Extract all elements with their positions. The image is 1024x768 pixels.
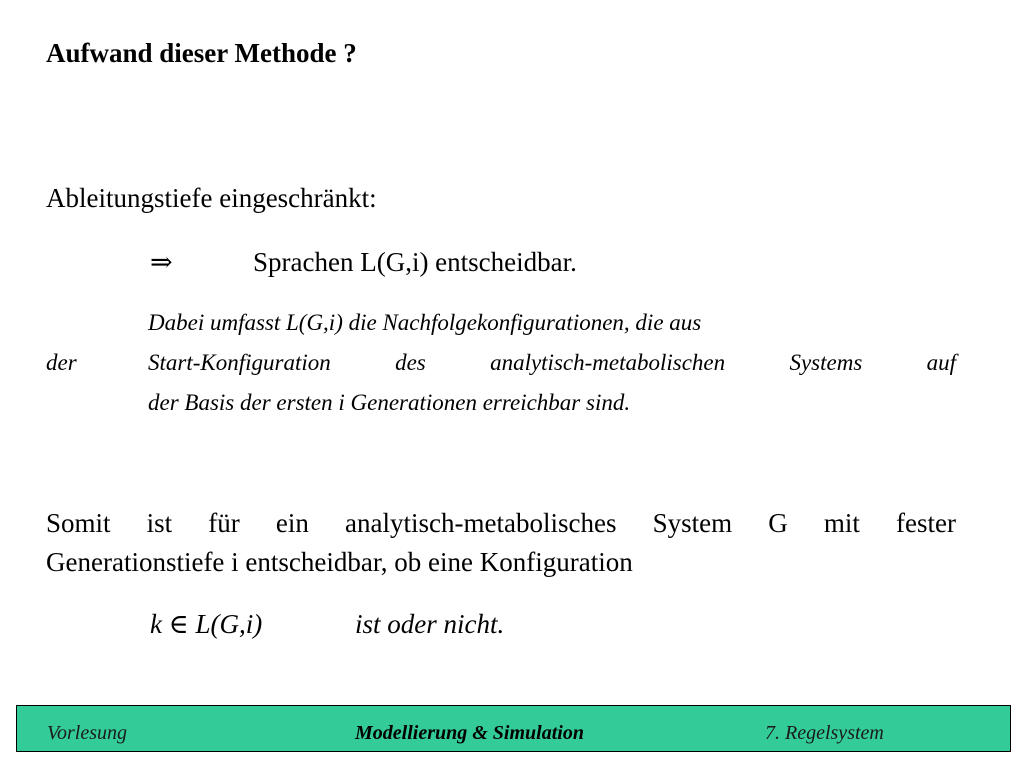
footer-bar [16,705,1011,752]
membership-formula: k ∈ L(G,i) [150,609,263,639]
note-line-1: Dabei umfasst L(G,i) die Nachfolgekonfigurationen, die aus [148,310,702,335]
footer-lecture: Vorlesung [47,722,127,744]
decidable-languages-line: Sprachen L(G,i) entscheidbar. [253,247,577,277]
footer-course: Modellierung & Simulation [355,722,584,744]
conclusion-line-2: Generationstiefe i entscheidbar, ob eine Konfiguration [46,547,633,577]
footer-chapter: 7. Regelsystem [765,722,884,744]
implies-arrow-icon: ⇒ [150,247,173,277]
note-line-3: der Basis der ersten i Generationen erreichbar sind. [148,390,631,415]
conclusion-line-1: Somit ist für ein analytisch-metabolisches System G mit fester [46,508,956,538]
derivation-depth-line: Ableitungstiefe eingeschränkt: [46,183,377,213]
note-der: der [46,350,77,375]
note-line-2: Start-Konfiguration des analytisch-metabolischen Systems auf [148,350,956,375]
formula-tail: ist oder nicht. [355,609,505,639]
slide-title: Aufwand dieser Methode ? [46,38,357,68]
